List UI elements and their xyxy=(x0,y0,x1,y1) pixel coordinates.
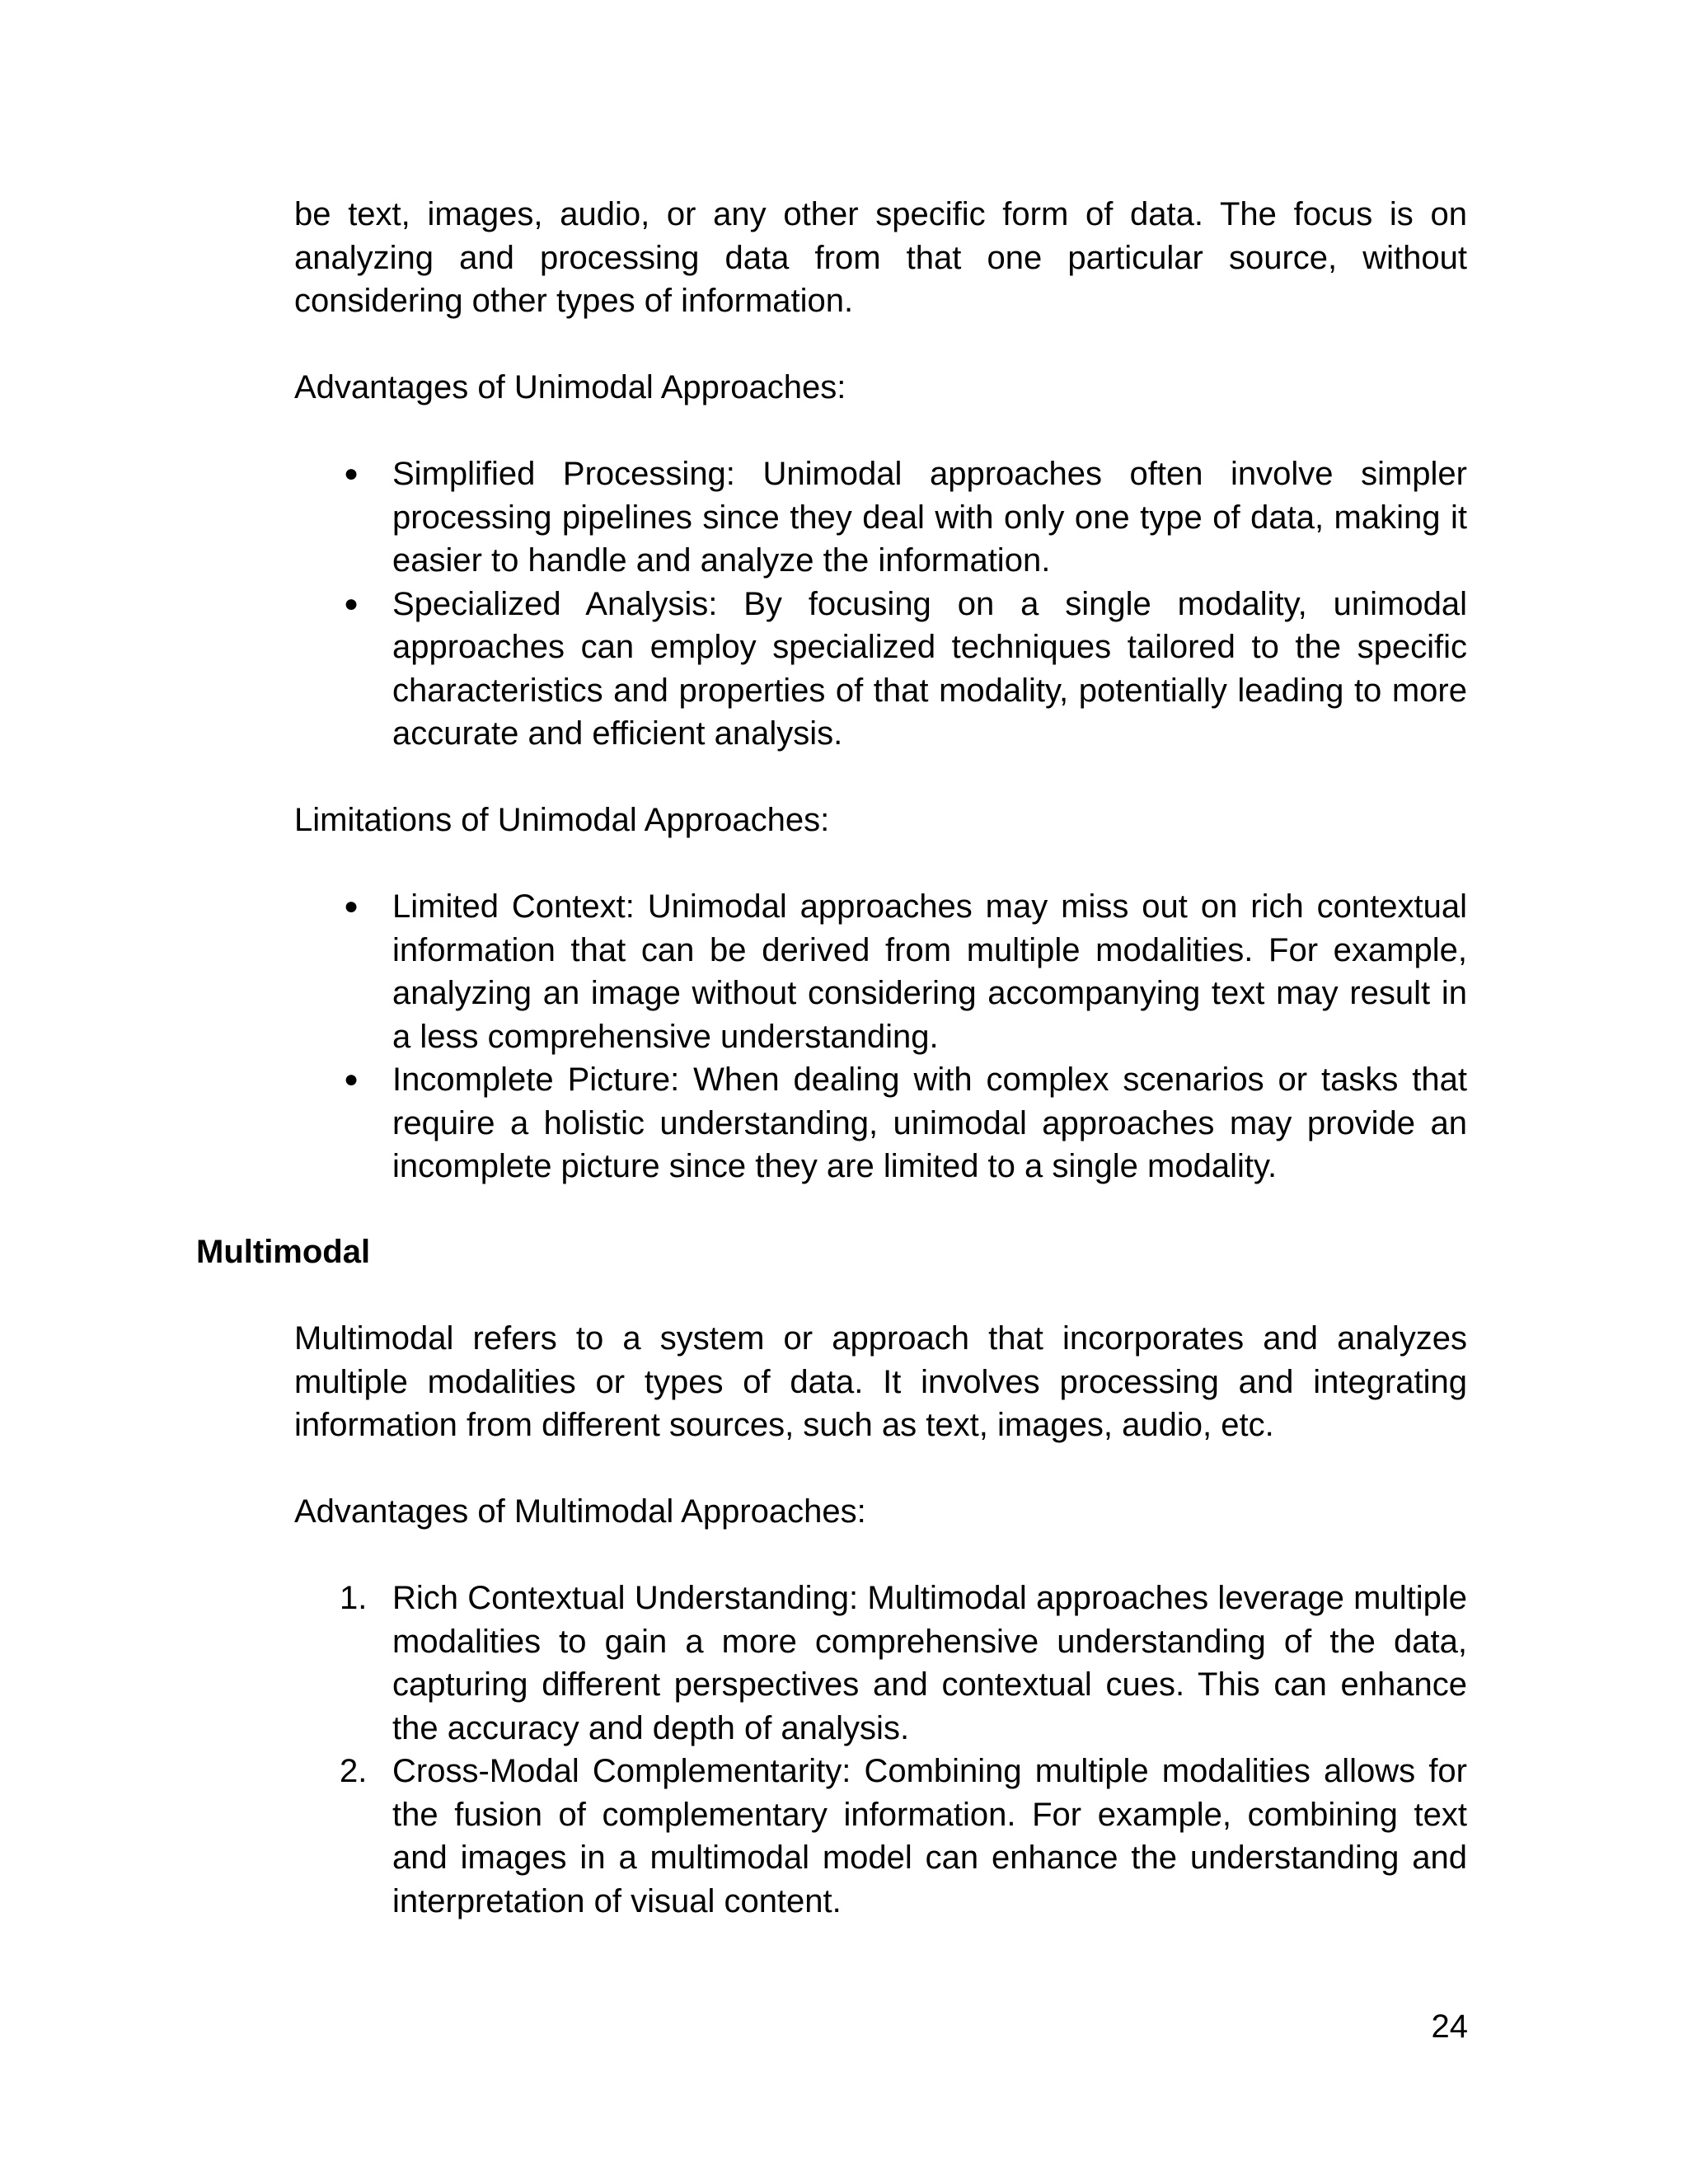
page-number: 24 xyxy=(1431,2008,1468,2045)
multimodal-definition-paragraph: Multimodal refers to a system or approach that incorporates and analyzes multiple modalities or types of data. It involves processing and integrating information from different sources, such as text, images, audio, etc. xyxy=(294,1320,1467,1443)
bullet-icon: ● xyxy=(344,893,359,920)
list-item-text: Limited Context: Unimodal approaches may miss out on rich contextual information that can be derived from multiple modalities. For example, analyzing an image without considering accompanying text may result in a less comprehensive understanding. xyxy=(392,888,1467,1055)
unimodal-limitations-list xyxy=(294,885,1467,1188)
list-number: 2. xyxy=(340,1753,368,1789)
list-item xyxy=(294,1750,1467,1923)
list-item-text: Rich Contextual Understanding: Multimodal approaches leverage multiple modalities to gain a more comprehensive understanding of the data, capturing different perspectives and contextual cues. This can enhance the accuracy and depth of analysis. xyxy=(392,1580,1467,1746)
list-item xyxy=(294,1577,1467,1750)
list-item xyxy=(294,583,1467,756)
bullet-icon: ● xyxy=(344,1066,359,1093)
unimodal-advantages-list xyxy=(294,452,1467,756)
unimodal-advantages-title: Advantages of Unimodal Approaches: xyxy=(294,369,846,405)
bullet-icon: ● xyxy=(344,589,359,617)
list-item-text: Incomplete Picture: When dealing with complex scenarios or tasks that require a holistic understanding, unimodal approaches may provide an incomplete picture since they are limited to a single modality. xyxy=(392,1062,1467,1184)
unimodal-limitations-title: Limitations of Unimodal Approaches: xyxy=(294,802,830,838)
list-item-text: Specialized Analysis: By focusing on a single modality, unimodal approaches can employ specialized techniques tailored to the specific characteristics and properties of that modality, potentially leading to more accurate and efficient analysis. xyxy=(392,585,1467,752)
continuation-paragraph: be text, images, audio, or any other specific form of data. The focus is on analyzing and processing data from that one particular source, without considering other types of information. xyxy=(294,196,1467,319)
list-item xyxy=(294,885,1467,1058)
list-item xyxy=(294,452,1467,583)
list-item xyxy=(294,1058,1467,1188)
multimodal-advantages-title: Advantages of Multimodal Approaches: xyxy=(294,1493,866,1530)
section-heading-multimodal: Multimodal xyxy=(196,1234,371,1270)
list-item-text: Cross-Modal Complementarity: Combining multiple modalities allows for the fusion of complementary information. For example, combining text and images in a multimodal model can enhance the understanding and interpretation of visual content. xyxy=(392,1753,1467,1919)
list-item-text: Simplified Processing: Unimodal approaches often involve simpler processing pipelines since they deal with only one type of data, making it easier to handle and analyze the information. xyxy=(392,456,1467,579)
bullet-icon: ● xyxy=(344,460,359,487)
multimodal-advantages-list xyxy=(294,1577,1467,1923)
list-number: 1. xyxy=(340,1580,368,1616)
